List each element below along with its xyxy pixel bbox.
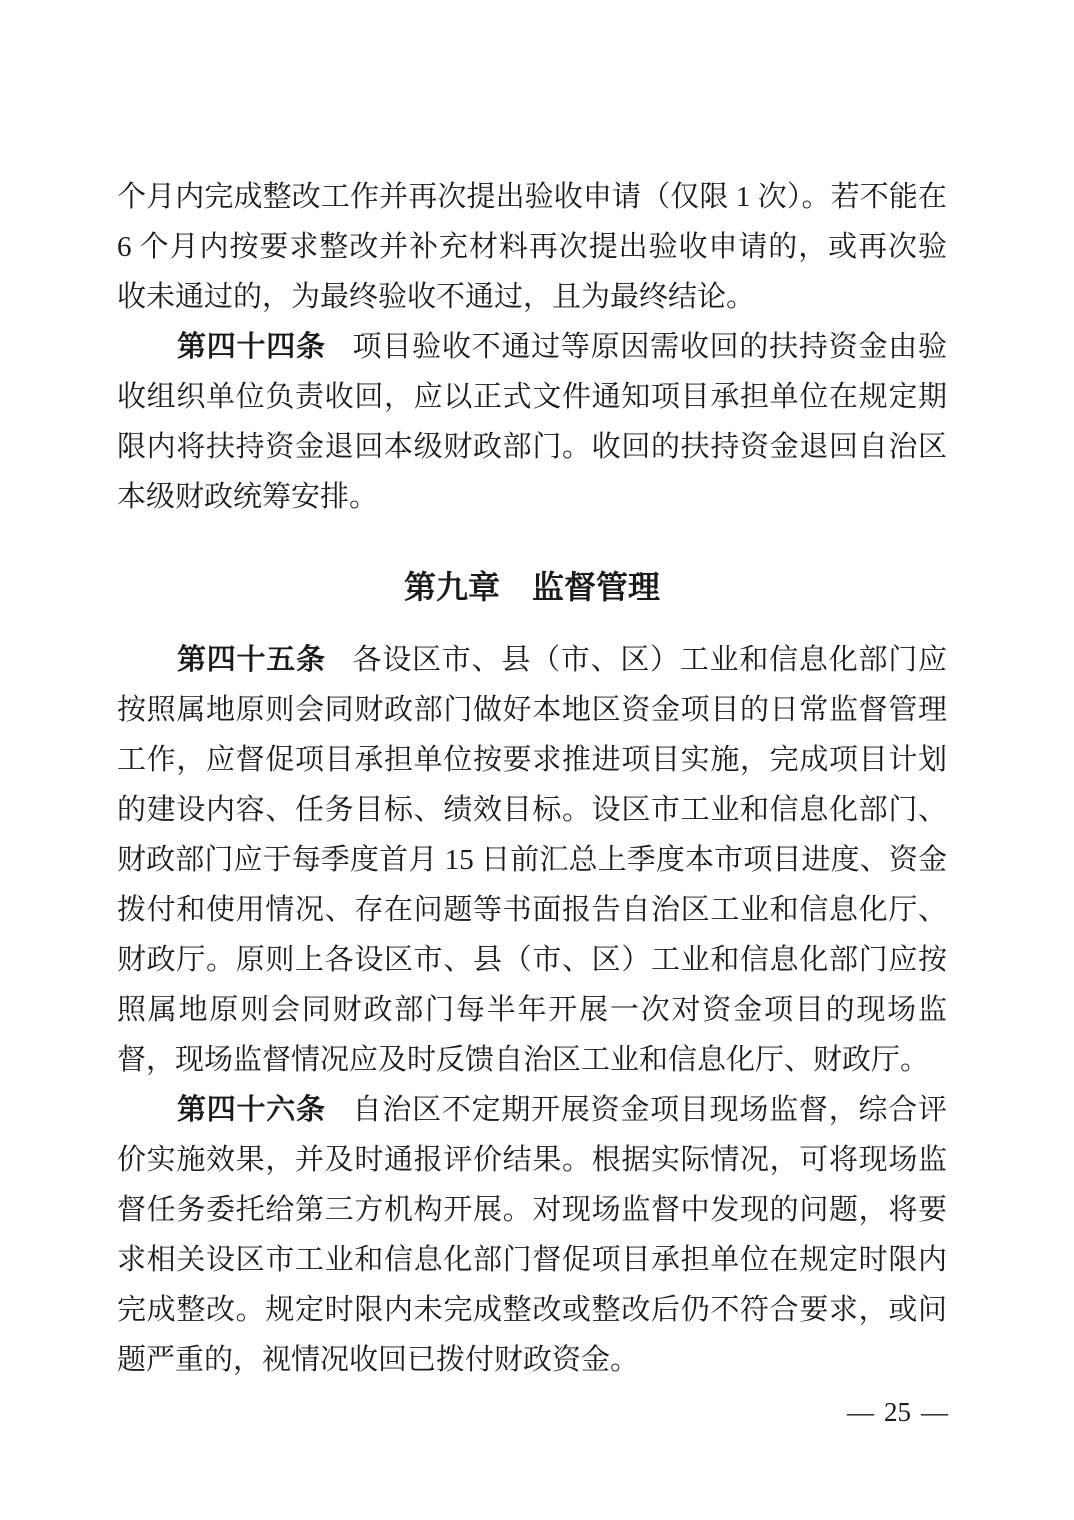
article-number: 第四十四条 — [177, 331, 326, 363]
page-footer — [847, 1396, 948, 1428]
article-paragraph — [117, 635, 947, 1085]
footer-dash-right: — — [921, 1397, 948, 1427]
footer-dash-left: — — [847, 1397, 874, 1427]
page-number: 25 — [884, 1397, 911, 1427]
paragraph-text: 项目验收不通过等原因需收回的扶持资金由验收组织单位负责收回，应以正式文件通知项目承担单位在规定期限内将扶持资金退回本级财政部门。收回的扶持资金退回自治区本级财政统筹安排。 — [117, 331, 947, 513]
chapter-heading — [117, 558, 947, 616]
body-paragraph — [117, 172, 947, 322]
article-number: 第四十五条 — [177, 644, 326, 676]
document-body — [117, 172, 947, 1385]
article-paragraph — [117, 322, 947, 522]
article-number: 第四十六条 — [177, 1094, 326, 1126]
paragraph-text: 各设区市、县（市、区）工业和信息化部门应按照属地原则会同财政部门做好本地区资金项目的日常监督管理工作，应督促项目承担单位按要求推进项目实施，完成项目计划的建设内容、任务目标、绩效目标。设区市工业和信息化部门、财政部门应于每季度首月 15 日前汇总上季度本市项目进度、资金拨付和使用情况、存在问题等书面报告自治区工业和信息化厅、财政厅。原则上各设区市、县（市、区）工业和信息化部门应按照属地原则会同财政部门每半年开展一次对资金项目的现场监督，现场监督情况应及时反馈自治区工业和信息化厅、财政厅。 — [117, 644, 947, 1076]
paragraph-text: 自治区不定期开展资金项目现场监督，综合评价实施效果，并及时通报评价结果。根据实际情况，可将现场监督任务委托给第三方机构开展。对现场监督中发现的问题，将要求相关设区市工业和信息化部门督促项目承担单位在规定时限内完成整改。规定时限内未完成整改或整改后仍不符合要求，或问题严重的，视情况收回已拨付财政资金。 — [117, 1094, 947, 1376]
chapter-title: 监督管理 — [532, 569, 661, 605]
chapter-number: 第九章 — [403, 569, 500, 605]
article-paragraph — [117, 1085, 947, 1385]
paragraph-text: 个月内完成整改工作并再次提出验收申请（仅限 1 次）。若不能在 6 个月内按要求整改并补充材料再次提出验收申请的，或再次验收未通过的，为最终验收不通过，且为最终结论。 — [117, 181, 947, 313]
